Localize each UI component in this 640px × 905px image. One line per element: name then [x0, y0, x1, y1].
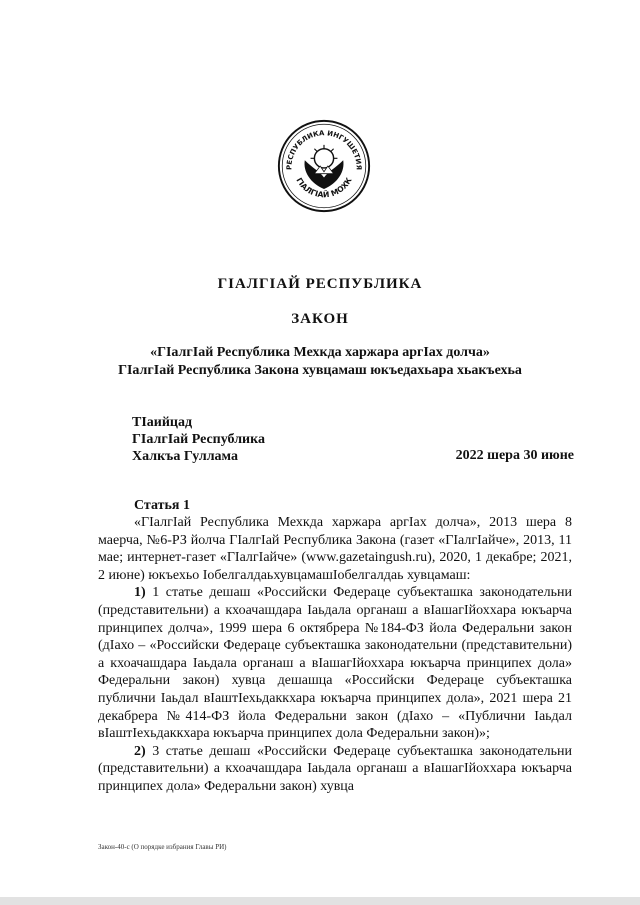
svg-text:РЕСПУБЛИКА ИНГУШЕТИЯ: [285, 129, 362, 170]
coat-of-arms-emblem: [276, 118, 372, 214]
article-intro-paragraph: «ГIалгIай Республика Мехкда харжара аргIах долча», 2013 шера 8 маерча, №6-РЗ йолча ГIалгIай Республика Закона (газет «ГIалгIайче», 2013, 11 мае; интернет-газет «ГIалгIайче» (www.gazetaingush.ru), 2020, 1 декабре; 2021, 2 июне) юкъехьо IобелгалдаьхувцамашIобелгалдаь хувцамаш:: [98, 515, 572, 583]
adopted-label: ТIаийцад: [132, 415, 193, 430]
item-1-text: 1 статье дешаш «Российски Федераце субъекташка законодательни (представительни) а кхоачашдара Iаьдала органаш а вIашагIйоххара юкъарча принципех долча», 1999 шера 6 октябрера №184-ФЗ йола Федеральни закон (дIахо – «Российски Федераце субъекташка законодательни (представительни) а кхоачашдара Iаьдала органаш а вIашагIйоххара юкъарча принципех дола» Федеральни закон) хувца дешашца «Российски Федераце субъекташка публични Iаьдал вIаштIехьдаккхара юкъарча принципех дола», 2021 шера 21 декабрера №414-ФЗ йола Федеральни закон (дIахо – «Публични Iаьдал вIаштIехьдаккхара юкъарча принципех дола Федеральни закон)»;: [98, 585, 572, 742]
footer-note: Закон-40-с (О порядке избрания Главы РИ): [98, 843, 227, 851]
item-2-number: 2): [134, 743, 146, 759]
law-title: [0, 344, 640, 380]
article-item-1: [98, 584, 572, 742]
adoption-block: [132, 414, 265, 465]
adopted-republic: ГIалгIай Республика: [132, 432, 265, 447]
law-title-line-1: «ГIалгIай Республика Мехкда харжара аргIах долча»: [150, 345, 490, 360]
republic-heading: ГIАЛГIАЙ РЕСПУБЛИКА: [217, 276, 423, 292]
scan-bottom-edge: [0, 897, 640, 905]
item-2-text: 3 статье дешаш «Российски Федераце субъекташка законодательни (представительни) а кхоачашдара Iаьдала органаш а вIашагIйоххара юкъарча принципех дола» Федеральни закон) хувца: [98, 743, 572, 794]
article-body: [98, 514, 572, 796]
adoption-date: 2022 шера 30 июне: [455, 448, 574, 463]
item-1-number: 1): [134, 585, 146, 601]
law-title-line-2: ГIалгIай Республика Закона хувцамаш юкъедахьара хьакъехьа: [118, 363, 522, 378]
adopted-body: Халкъа Гуллама: [132, 449, 238, 464]
article-heading: Статья 1: [134, 498, 190, 513]
emblem-text-top: РЕСПУБЛИКА ИНГУШЕТИЯ: [285, 129, 363, 171]
document-type-heading: ЗАКОН: [291, 311, 349, 327]
article-item-2: [98, 743, 572, 796]
emblem-text-bottom: ГIАЛГIАЙ МОХК: [294, 176, 354, 200]
